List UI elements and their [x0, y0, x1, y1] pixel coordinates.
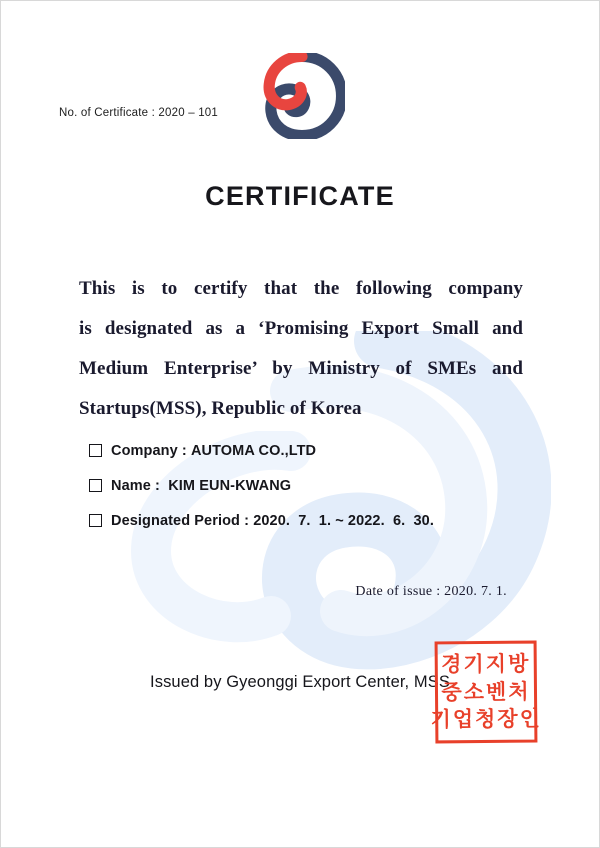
body-line: is designated as a ‘Promising Export Small and: [79, 318, 523, 339]
date-of-issue: Date of issue : 2020. 7. 1.: [355, 584, 507, 599]
field-value: AUTOMA CO.,LTD: [190, 442, 317, 459]
certificate-number: No. of Certificate : 2020 – 101: [59, 107, 218, 119]
certificate-body: [79, 269, 523, 429]
field-name: [89, 468, 529, 503]
body-line: Startups(MSS), Republic of Korea: [79, 398, 362, 419]
government-emblem-icon: [259, 53, 345, 139]
page-title: CERTIFICATE: [205, 181, 395, 211]
body-line: This is to certify that the following company: [79, 278, 523, 299]
checkbox-icon: [89, 444, 102, 457]
field-designated-period: [89, 503, 529, 538]
checkbox-icon: [89, 514, 102, 527]
official-seal-stamp: [430, 641, 543, 744]
field-label: Designated Period :: [111, 512, 254, 529]
field-company: [89, 433, 529, 468]
field-value: KIM EUN-KWANG: [164, 477, 292, 494]
checkbox-icon: [89, 479, 102, 492]
seal-line: 기업청장인: [430, 706, 543, 732]
issuer-line: Issued by Gyeonggi Export Center, MSS: [150, 673, 450, 691]
field-label: Company :: [111, 442, 191, 459]
body-line: Medium Enterprise’ by Ministry of SMEs and: [79, 358, 523, 379]
field-label: Name :: [111, 477, 165, 494]
field-value: 2020. 7. 1. ~ 2022. 6. 30.: [253, 512, 434, 529]
certificate-fields: [89, 433, 529, 538]
seal-line: 중소벤처: [441, 679, 531, 704]
seal-line: 경기지방: [441, 651, 531, 677]
